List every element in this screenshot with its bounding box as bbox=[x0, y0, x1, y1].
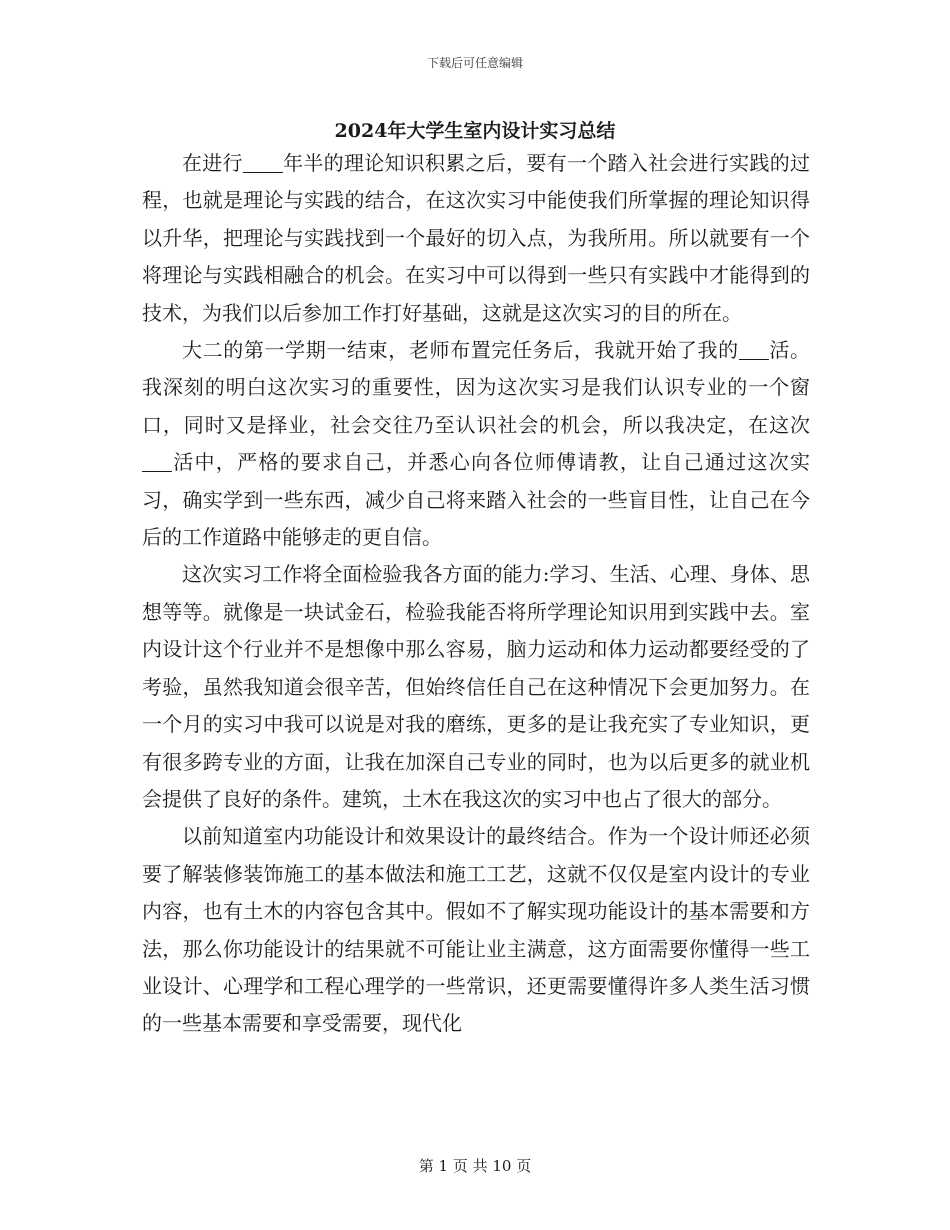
body-paragraph bbox=[142, 332, 810, 556]
document-title: 2024年大学生室内设计实习总结 bbox=[334, 120, 616, 142]
paragraph-text: 活。我深刻的明白这次实习的重要性，因为这次实习是我们认识专业的一个窗口，同时又是择业，社会交往乃至认识社会的机会，所以我决定，在这次 bbox=[142, 338, 811, 437]
paragraph-text: 这次实习工作将全面检验我各方面的能力:学习、生活、心理、身体、思想等等。就像是一块试金石，检验我能否将所学理论知识用到实践中去。室内设计这个行业并不是想像中那么容易，脑力运动和体力运动都要经受的了考验，虽然我知道会很辛苦，但始终信任自己在这种情况下会更加努力。在一个月的实习中我可以说是对我的磨练，更多的是让我充实了专业知识，更有很多跨专业的方面，让我在加深自己专业的同时，也为以后更多的就业机会提供了良好的条件。建筑，土木在我这次的实习中也占了很大的部分。 bbox=[142, 562, 810, 811]
header-note: 下载后可任意编辑 bbox=[426, 56, 523, 70]
body-paragraph bbox=[142, 818, 810, 1042]
document-body bbox=[142, 145, 810, 1043]
fill-in-blank bbox=[142, 451, 172, 472]
paragraph-text: 以前知道室内功能设计和效果设计的最终结合。作为一个设计师还必须要了解装修装饰施工的基本做法和施工工艺，这就不仅仅是室内设计的专业内容，也有土木的内容包含其中。假如不了解实现功能设计的基本需要和方法，那么你功能设计的结果就不可能让业主满意，这方面需要你懂得一些工业设计、心理学和工程心理学的一些常识，还更需要懂得许多人类生活习惯的一些基本需要和享受需要，现代化 bbox=[142, 824, 810, 1036]
fill-in-blank bbox=[243, 152, 283, 173]
page-number: 第 1 页 共 10 页 bbox=[418, 1157, 532, 1175]
fill-in-blank bbox=[739, 339, 769, 360]
paragraph-text: 年半的理论知识积累之后，要有一个踏入社会进行实践的过程，也就是理论与实践的结合，在这次实习中能使我们所掌握的理论知识得以升华，把理论与实践找到一个最好的切入点，为我所用。所以就要有一个将理论与实践相融合的机会。在实习中可以得到一些只有实践中才能得到的技术，为我们以后参加工作打好基础，这就是这次实习的目的所在。 bbox=[142, 151, 811, 325]
paragraph-text: 活中，严格的要求自己，并悉心向各位师傅请教，让自己通过这次实习，确实学到一些东西，减少自己将来踏入社会的一些盲目性，让自己在今后的工作道路中能够走的更自信。 bbox=[142, 450, 810, 550]
paragraph-text: 在进行 bbox=[182, 151, 243, 175]
body-paragraph bbox=[142, 556, 810, 818]
paragraph-text: 大二的第一学期一结束，老师布置完任务后，我就开始了我的 bbox=[182, 338, 739, 363]
body-paragraph bbox=[142, 145, 810, 332]
